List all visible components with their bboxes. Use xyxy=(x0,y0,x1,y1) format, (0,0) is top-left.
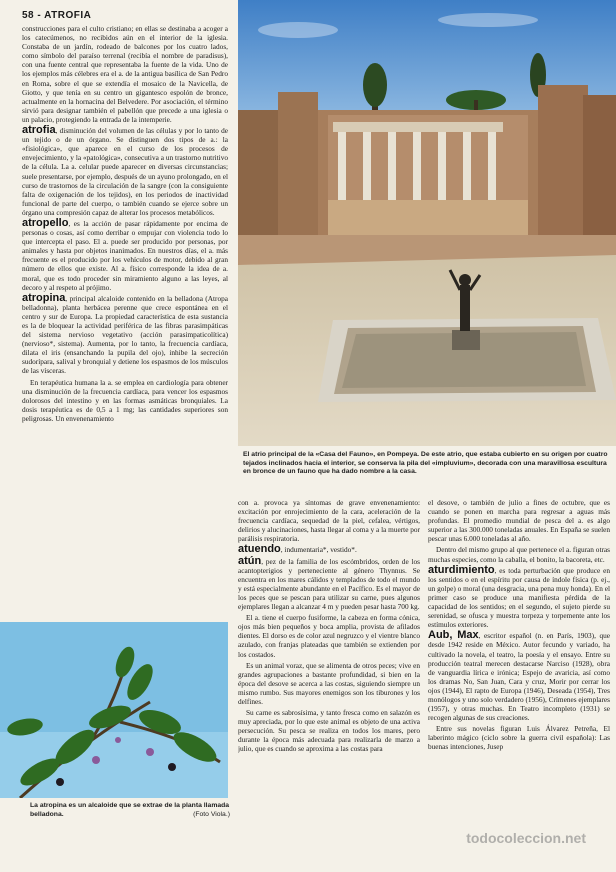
atun-paragraph-3: Es un animal voraz, que se alimenta de otros peces; vive en grandes agrupaciones a bastante profundidad, si bien en la época del desove se acerca a las costas, siguiendo siempre un mismo rumbo. Sus mayores enemigos son los tiburones y los delfines. xyxy=(238,660,420,706)
column-1 xyxy=(22,24,228,624)
headword: aturdimiento xyxy=(428,563,495,576)
entry-text: , principal alcaloide contenido en la belladona (Atropa belladonna), planta herbácea perenne que crece espontánea en el centro y sur de Europa. La propiedad característica de esta sustancia es la de bloquear la actividad periférica de las fibras parasimpáticas del sistema nervioso vegetativo (acción parasimpaticolítica) (nervioso*, sistema). Aumenta, por lo tanto, la frecuencia cardíaca, dilata el iris (ensanchando la pupila del ojo), inhibe la secreción sudorípara, salival y bronquial y detiene los espasmos de los músculos de las vísceras. xyxy=(22,293,228,376)
watermark: todocoleccion.net xyxy=(466,830,586,846)
entry-text: , es toda perturbación que produce en los sentidos o en el espíritu por causa de índole física (p. ej., un golpe) o moral (una desgracia, una pena muy honda). En el primer caso se produce una manifiesta pérdida de la capacidad de los sentidos; en el segundo, el sujeto pierde su serenidad, se ofusca y muestra torpeza y torpemente ante los estímulos exteriores. xyxy=(428,565,610,630)
belladonna-photo xyxy=(0,622,228,798)
page-header xyxy=(22,10,91,21)
header-word: ATROFIA xyxy=(44,10,92,21)
headword: atrofia xyxy=(22,124,56,137)
entry-text: , pez de la familia de los escómbridos, orden de los acantopterigios y perteneciente al género Thynnus. Se encuentra en los mares cálidos y templados de todo el mundo y está especialmente abundante en el Pacífico. Es el mayor de los peces que se pescan para utilizar su carne, pues algunos ejemplares llegan a alcanzar 4 m y pueden pesar hasta 700 kg. xyxy=(238,556,420,612)
continuation-paragraph: el desove, o también de julio a fines de octubre, que es cuando se ponen en marcha para regresar a aguas más profundas. El promedio mundial de pesca del a. es algo superior a las 300.000 toneladas anuales. En España se suelen pescar unas 6.000 toneladas al año. xyxy=(428,498,610,544)
aub-paragraph-2: Entre sus novelas figuran Luis Álvarez Petreña, El laberinto mágico (ciclo sobre la guerra civil española): Las buenas intenciones, Jusep xyxy=(428,724,610,752)
entry-aturdimiento xyxy=(428,563,610,630)
column-2 xyxy=(238,498,420,872)
entry-text: , indumentaria*, vestido*. xyxy=(280,545,357,555)
entry-atropina xyxy=(22,291,228,376)
atun-paragraph-2: El a. tiene el cuerpo fusiforme, la cabeza en forma cónica, ojos más bien pequeños y boca amplia, provista de afilados dientes. El dorso es de color azul negruzco y el vientre blanco azulado, con franjas plateadas que también se extienden por los costados. xyxy=(238,613,420,659)
headword: atropello xyxy=(22,216,69,229)
belladonna-illustration xyxy=(0,622,228,798)
headword: atuendo xyxy=(238,543,281,556)
entry-atun xyxy=(238,554,420,612)
atun-paragraph-4: Su carne es sabrosísima, y tanto fresca como en salazón es muy apreciada, por lo que este animal es objeto de una activa persecución. Su pesca se realiza en todos los mares, pero durante la época más adecuada para realizarla de marzo a julio, que es cuando se aproxima a las costas para xyxy=(238,708,420,754)
entry-text: , es la acción de pasar rápidamente por encima de personas o cosas, así como derribar o empujar con violencia todo lo que intercepta el paso. El a. puede ser producido por personas, por animales y hasta por objetos inanimados. En nuestros días, el a. más frecuente es el producido por los vehículos de motor, debido al gran número de ellos que existe. Al a. físico corresponde la idea de a. moral, que es todo proceder sin miramiento alguno a las leyes, al decoro y al respeto al prójimo. xyxy=(22,218,228,292)
casa-del-fauno-photo xyxy=(238,0,616,446)
photo-credit: (Foto Viola.) xyxy=(193,810,230,818)
intro-paragraph: construcciones para el culto cristiano; en ellas se destinaba a acoger a los catecúmenos, no recibidos aún en el interior de la iglesia. Constaba de un jardín, rodeado de balcones por los cuatro lados, como símbolo del paraíso terrenal (recibía el nombre de paradisus), con una fuente central que representaba la fuente de la vida. Uno de los ejemplos más célebres era el a. de la antigua basílica de San Pedro en Roma, sobre el que se extendía el mosaico de la Navicella, de Giotto, y que tenía en su centro un gigantesco espolón de bronce, actualmente en la hornacina del Belvedere. Por asociación, el término sirvió para designar también el pabellón que precede a una iglesia o un palacio, protegiendo la entrada de la intemperie. xyxy=(22,24,228,124)
header-separator: - xyxy=(37,10,42,21)
entry-atropello xyxy=(22,216,228,292)
entry-atuendo xyxy=(238,545,420,554)
atropina-paragraph-2: En terapéutica humana la a. se emplea en cardiología para obtener una disminución de la frecuencia cardíaca, para vencer los espasmos dolorosos del intestino y en las formas asmáticas bronquiales. La dosis terapéutica es de 0,5 a 1 mg; las cantidades superiores son peligrosas. Un envenenamiento xyxy=(22,377,228,423)
belladonna-caption xyxy=(30,802,230,819)
column-3 xyxy=(428,498,610,872)
entry-aub-max xyxy=(428,631,610,722)
headword: atropina xyxy=(22,291,66,304)
atrium-illustration xyxy=(238,0,616,446)
page-number: 58 xyxy=(22,10,35,21)
caption-text: La atropina es un alcaloide que se extrae de la planta llamada belladona. xyxy=(30,802,230,818)
entry-text: , disminución del volumen de las células y por lo tanto de un tejido o de un órgano. Se distinguen dos tipos de a.: la «fisiológica», que aparece en el curso de los procesos de envejecimiento, y la «patológica», consecutiva a un trastorno nutritivo de la célula. La a. celular puede aparecer en diversas circunstancias; suele presentarse, por ejemplo, después de un ayuno prolongado, en el curso de trastornos de la circulación de la sangre (con la consiguiente falta de oxigenación de los tejidos), en los periodos de inactividad funcional de parte del cuerpo, o también cuando se ejerce sobre un órgano una compresión capaz de alterar los procesos metabólicos. xyxy=(22,126,228,217)
top-photo-caption: El atrio principal de la «Casa del Fauno», en Pompeya. De este atrio, que estaba cubierto en su origen por cuatro tejados inclinados hacia el interior, se conserva la pila del «impluvium», decorada con una maravillosa escultura en bronce de un fauno que ha dado nombre a la casa. xyxy=(243,451,608,476)
continuation-paragraph: con a. provoca ya síntomas de grave envenenamiento: excitación por enrojecimiento de la cara, aceleración de la frecuencia cardíaca, sequedad de la piel, cefalea, vértigos, delirios y alucinaciones, hasta llegar al coma y a la muerte por parálisis respiratoria. xyxy=(238,498,420,544)
paragraph-2: Dentro del mismo grupo al que pertenece el a. figuran otras muchas especies, como la caballa, el bonito, la bacoreta, etc. xyxy=(428,545,610,564)
entry-text: , escritor español (n. en París, 1903), que desde 1942 reside en México. Autor fecundo y variado, ha cultivado la novela, el teatro, la poesía y el ensayo. Entre su producción teatral merecen destacarse Narciso (1928), obra de vanguardia lírica e irónica; Espejo de avaricia, así como los dramas No, San Juan, Cara y cruz, Morir por cerrar los ojos (1944), El rapto de Europa (1946), Deseada (1954), Tres monólogos y uno solo verdadero (1956), Crímenes ejemplares (1957), y otras muchas. En Teatro incompleto (1931) se recogen algunas de sus creaciones. xyxy=(428,631,610,723)
headword: Aub, Max xyxy=(428,629,479,642)
headword: atún xyxy=(238,554,262,567)
entry-atrofia xyxy=(22,126,228,217)
